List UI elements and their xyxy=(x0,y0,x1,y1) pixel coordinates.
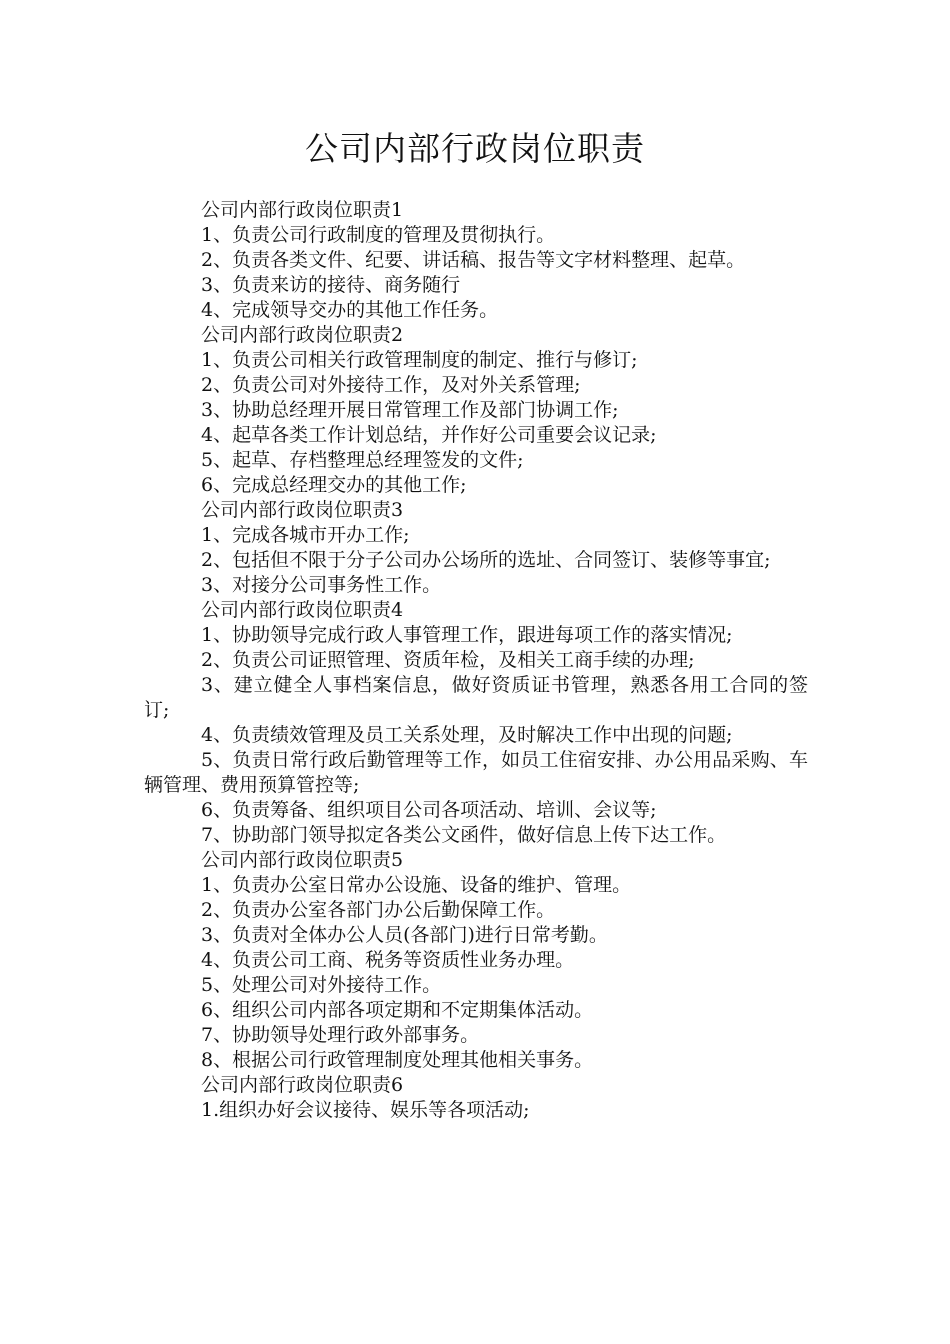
duty-item: 1、协助领导完成行政人事管理工作，跟进每项工作的落实情况; xyxy=(201,624,733,646)
duty-item: 4、起草各类工作计划总结，并作好公司重要会议记录; xyxy=(201,424,657,446)
duty-item: 2、负责各类文件、纪要、讲话稿、报告等文字材料整理、起草。 xyxy=(201,249,746,271)
section-heading: 公司内部行政岗位职责5 xyxy=(201,849,404,871)
duty-item: 2、负责办公室各部门办公后勤保障工作。 xyxy=(201,899,556,921)
duty-item: 3、建立健全人事档案信息，做好资质证书管理，熟悉各用工合同的签订; xyxy=(144,674,808,721)
duty-item: 1、负责公司相关行政管理制度的制定、推行与修订; xyxy=(201,349,638,371)
duty-item: 4、负责公司工商、税务等资质性业务办理。 xyxy=(201,949,575,971)
duty-item: 3、负责来访的接待、商务随行 xyxy=(201,274,461,296)
section-heading: 公司内部行政岗位职责2 xyxy=(201,324,404,346)
section-heading: 公司内部行政岗位职责6 xyxy=(201,1074,404,1096)
duty-item: 5、处理公司对外接待工作。 xyxy=(201,974,442,996)
duty-item: 3、负责对全体办公人员(各部门)进行日常考勤。 xyxy=(201,924,608,946)
duty-item: 1、负责公司行政制度的管理及贯彻执行。 xyxy=(201,224,556,246)
document-title: 公司内部行政岗位职责 xyxy=(305,129,645,168)
duty-item: 1、负责办公室日常办公设施、设备的维护、管理。 xyxy=(201,874,632,896)
duty-item: 7、协助部门领导拟定各类公文函件，做好信息上传下达工作。 xyxy=(201,824,727,846)
duty-item: 7、协助领导处理行政外部事务。 xyxy=(201,1024,480,1046)
duty-item: 8、根据公司行政管理制度处理其他相关事务。 xyxy=(201,1049,594,1071)
section-heading: 公司内部行政岗位职责1 xyxy=(201,199,404,221)
duty-item: 6、完成总经理交办的其他工作; xyxy=(201,474,467,496)
duty-item: 1.组织办好会议接待、娱乐等各项活动; xyxy=(201,1099,530,1121)
duty-item: 5、起草、存档整理总经理签发的文件; xyxy=(201,449,524,471)
duty-item: 3、对接分公司事务性工作。 xyxy=(201,574,442,596)
document-body xyxy=(144,198,808,1123)
duty-item: 2、包括但不限于分子公司办公场所的选址、合同签订、装修等事宜; xyxy=(201,549,771,571)
duty-item: 4、负责绩效管理及员工关系处理，及时解决工作中出现的问题; xyxy=(201,724,733,746)
duty-item: 6、负责筹备、组织项目公司各项活动、培训、会议等; xyxy=(201,799,657,821)
duty-item: 2、负责公司对外接待工作，及对外关系管理; xyxy=(201,374,581,396)
duty-item: 5、负责日常行政后勤管理等工作，如员工住宿安排、办公用品采购、车辆管理、费用预算管控等; xyxy=(144,749,808,796)
duty-item: 6、组织公司内部各项定期和不定期集体活动。 xyxy=(201,999,594,1021)
duty-item: 3、协助总经理开展日常管理工作及部门协调工作; xyxy=(201,399,619,421)
duty-item: 2、负责公司证照管理、资质年检，及相关工商手续的办理; xyxy=(201,649,695,671)
section-heading: 公司内部行政岗位职责3 xyxy=(201,499,404,521)
duty-item: 1、完成各城市开办工作; xyxy=(201,524,410,546)
duty-item: 4、完成领导交办的其他工作任务。 xyxy=(201,299,499,321)
section-heading: 公司内部行政岗位职责4 xyxy=(201,599,404,621)
